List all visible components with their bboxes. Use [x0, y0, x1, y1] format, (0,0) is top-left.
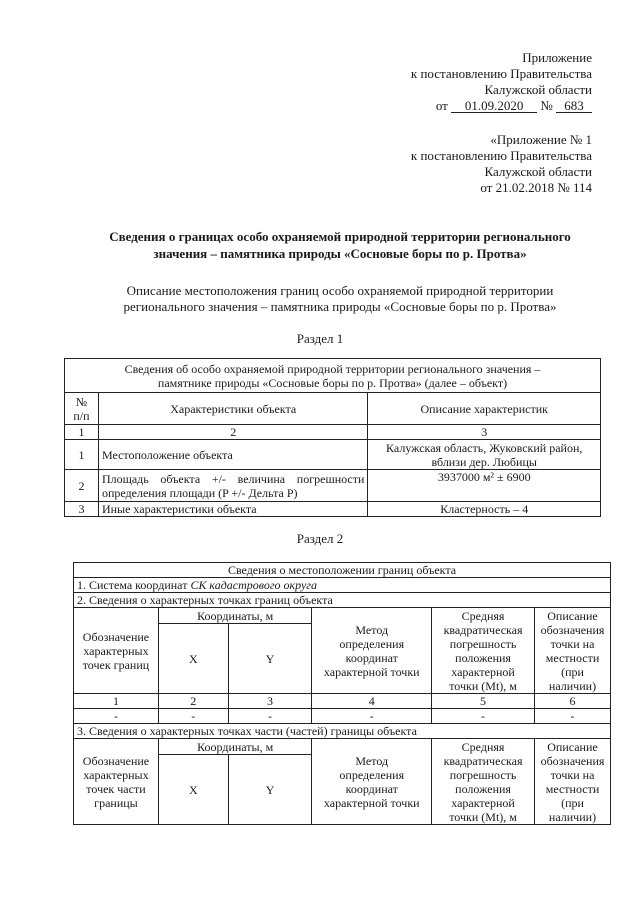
hdr-line: обозначения	[540, 622, 605, 637]
part-points-row: 3. Сведения о характерных точках части (частей) границы объекта	[74, 724, 611, 739]
hdr-line: обозначения	[540, 753, 605, 768]
area-line-2: определения площади (P +/- Дельта P)	[101, 485, 298, 500]
hdr-line: наличии)	[548, 809, 597, 824]
number-sign: №	[540, 98, 553, 113]
hdr-line: Метод	[355, 753, 389, 768]
location-line-1: Калужская область, Жуковский район,	[386, 440, 583, 455]
table-row	[65, 470, 601, 502]
caption-line-2: памятнике природы «Сосновые боры по р. Протва» (далее – объект)	[157, 375, 508, 390]
hdr-line: точки на	[550, 767, 595, 782]
hdr-line: определения	[339, 767, 405, 782]
resolution-label: к постановлению Правительства	[410, 66, 592, 81]
hdr-line: точек части	[86, 781, 146, 796]
hdr-line: погрешность	[449, 767, 517, 782]
y-header: Y	[228, 624, 312, 694]
method-header	[312, 608, 432, 694]
object-characteristics-table	[64, 358, 601, 517]
hdr-line: точки (Mt), м	[449, 809, 517, 824]
hdr-line: Средняя	[461, 739, 505, 754]
x-header: X	[158, 624, 228, 694]
document-title	[60, 228, 620, 262]
region-label: Калужской области	[484, 82, 592, 97]
hdr-line: (при	[561, 795, 584, 810]
document-subtitle	[60, 283, 620, 315]
coordinates-header: Координаты, м	[158, 608, 311, 624]
hdr-line: Описание	[547, 608, 598, 623]
coordinate-system-label: 1. Система координат	[77, 578, 191, 592]
hdr-line: характерной	[451, 795, 515, 810]
hdr-line: характерных	[83, 767, 149, 782]
index-cell: 2	[98, 425, 367, 440]
hdr-line: характерных	[83, 643, 149, 658]
part-error-header	[432, 739, 535, 825]
characteristic-points-row: 2. Сведения о характерных точках границ объекта	[74, 593, 611, 608]
resolution-label-2: к постановлению Правительства	[410, 148, 592, 163]
hdr-line: Обозначение	[82, 753, 150, 768]
part-method-header	[312, 739, 432, 825]
index-cell: 4	[312, 694, 432, 709]
part-description-header	[535, 739, 611, 825]
resolution-date-line-2: от 21.02.2018 № 114	[480, 180, 592, 195]
part-point-label-header	[74, 739, 159, 825]
dash-cell: -	[228, 709, 312, 724]
coordinate-system-row	[74, 578, 611, 593]
hdr-line: погрешность	[449, 636, 517, 651]
hdr-line: координат	[345, 781, 398, 796]
section-2-heading: Раздел 2	[296, 531, 344, 546]
appendix-label: Приложение	[522, 50, 592, 65]
boundary-table	[73, 562, 611, 825]
col-number-header	[65, 393, 99, 425]
subtitle-line-2: регионального значения – памятника природы «Сосновые боры по р. Протва»	[123, 299, 557, 314]
table-row	[74, 709, 611, 724]
dash-cell: -	[535, 709, 611, 724]
hdr-line: местности	[545, 781, 600, 796]
hdr-line: Обозначение	[82, 629, 150, 644]
hdr-line: точек границ	[82, 657, 150, 672]
hdr-line: квадратическая	[443, 622, 523, 637]
table-caption	[65, 359, 601, 393]
row-number: 3	[65, 502, 99, 517]
part-coordinates-header: Координаты, м	[158, 739, 311, 755]
hdr-line: квадратическая	[443, 753, 523, 768]
appendix1-label: «Приложение № 1	[490, 132, 592, 147]
caption-line-1: Сведения об особо охраняемой природной территории регионального значения –	[124, 361, 541, 376]
dash-cell: -	[432, 709, 535, 724]
row-number: 2	[65, 470, 99, 502]
resolution-date-line	[411, 98, 592, 114]
appendix-header	[411, 50, 592, 114]
index-cell: 2	[158, 694, 228, 709]
hdr-line: (при	[561, 664, 584, 679]
hdr-line: координат	[345, 650, 398, 665]
dash-cell: -	[158, 709, 228, 724]
point-label-header	[74, 608, 159, 694]
part-y-header: Y	[228, 755, 312, 825]
hdr-line: точки (Mt), м	[449, 678, 517, 693]
hdr-line: характерной точки	[323, 795, 420, 810]
from-prefix: от	[435, 98, 448, 113]
index-cell: 6	[535, 694, 611, 709]
subtitle-line-1: Описание местоположения границ особо охраняемой природной территории	[126, 283, 554, 298]
part-x-header: X	[158, 755, 228, 825]
row-description: 3937000 м² ± 6900	[368, 470, 601, 502]
boundary-caption: Сведения о местоположении границ объекта	[74, 563, 611, 578]
index-cell: 3	[228, 694, 312, 709]
hdr-line: Метод	[355, 622, 389, 637]
hdr-line: Средняя	[461, 608, 505, 623]
title-line-2: значения – памятника природы «Сосновые боры по р. Протва»	[153, 246, 527, 261]
index-cell: 1	[74, 694, 159, 709]
hdr-line: определения	[339, 636, 405, 651]
hdr-line: положения	[455, 781, 511, 796]
description-header	[535, 608, 611, 694]
hdr-line: Описание	[547, 739, 598, 754]
hdr-line: характерной точки	[323, 664, 420, 679]
table-row	[65, 502, 601, 517]
row-description	[368, 440, 601, 470]
index-cell: 3	[368, 425, 601, 440]
col-number-line-1: №	[75, 394, 88, 409]
col-characteristics-header: Характеристики объекта	[98, 393, 367, 425]
dash-cell: -	[312, 709, 432, 724]
hdr-line: точки на	[550, 636, 595, 651]
hdr-line: наличии)	[548, 678, 597, 693]
hdr-line: границы	[94, 795, 138, 810]
hdr-line: характерной	[451, 664, 515, 679]
row-characteristic	[98, 470, 367, 502]
appendix-header-original	[411, 132, 592, 196]
resolution-date: 01.09.2020	[451, 99, 537, 113]
coordinate-system-value: СК кадастрового округа	[190, 578, 317, 592]
title-line-1: Сведения о границах особо охраняемой природной территории регионального	[109, 229, 571, 244]
row-number: 1	[65, 440, 99, 470]
hdr-line: местности	[545, 650, 600, 665]
region-label-2: Калужской области	[484, 164, 592, 179]
index-cell: 1	[65, 425, 99, 440]
error-header	[432, 608, 535, 694]
location-line-2: вблизи дер. Любицы	[431, 454, 537, 469]
section-1-heading: Раздел 1	[296, 331, 344, 346]
hdr-line: положения	[455, 650, 511, 665]
resolution-number: 683	[556, 99, 592, 113]
dash-cell: -	[74, 709, 159, 724]
row-characteristic: Местоположение объекта	[98, 440, 367, 470]
row-characteristic: Иные характеристики объекта	[98, 502, 367, 517]
table-row	[65, 440, 601, 470]
area-line-1: Площадь объекта +/- величина погрешности	[101, 471, 365, 486]
row-description: Кластерность – 4	[368, 502, 601, 517]
col-number-line-2: п/п	[73, 408, 90, 423]
index-cell: 5	[432, 694, 535, 709]
col-description-header: Описание характеристик	[368, 393, 601, 425]
